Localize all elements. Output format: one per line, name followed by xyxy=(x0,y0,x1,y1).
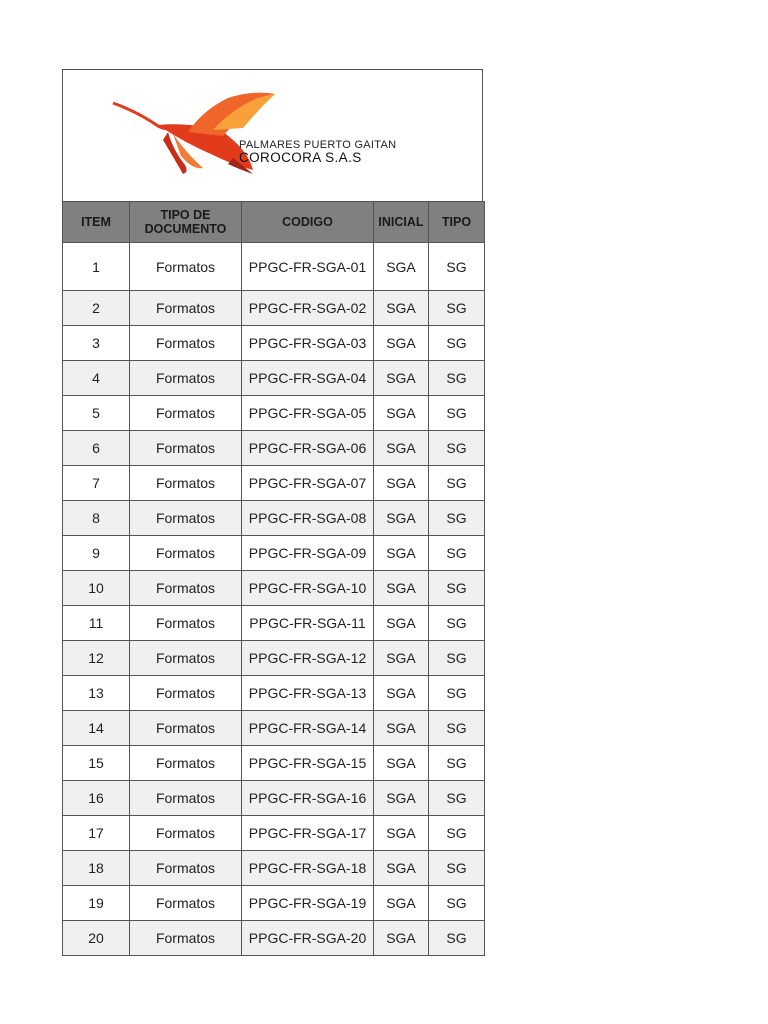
cell-tipo-documento: Formatos xyxy=(130,676,242,711)
table-row xyxy=(63,466,485,501)
logo-line1: PALMARES PUERTO GAITAN xyxy=(239,139,397,151)
cell-item: 13 xyxy=(63,676,130,711)
cell-codigo: PPGC-FR-SGA-19 xyxy=(242,886,374,921)
cell-tipo: SG xyxy=(429,746,485,781)
cell-codigo: PPGC-FR-SGA-06 xyxy=(242,431,374,466)
header-item: ITEM xyxy=(63,202,130,243)
cell-codigo: PPGC-FR-SGA-12 xyxy=(242,641,374,676)
logo-header xyxy=(62,69,483,201)
table-row xyxy=(63,396,485,431)
cell-item: 16 xyxy=(63,781,130,816)
cell-item: 15 xyxy=(63,746,130,781)
table-row xyxy=(63,711,485,746)
table-row xyxy=(63,571,485,606)
cell-inicial: SGA xyxy=(374,466,429,501)
logo-line2: COROCORA S.A.S xyxy=(239,150,362,165)
document-sheet xyxy=(62,69,483,956)
cell-item: 19 xyxy=(63,886,130,921)
cell-codigo: PPGC-FR-SGA-09 xyxy=(242,536,374,571)
table-row xyxy=(63,816,485,851)
cell-inicial: SGA xyxy=(374,606,429,641)
table-row xyxy=(63,886,485,921)
header-tipo-documento: TIPO DE DOCUMENTO xyxy=(130,202,242,243)
cell-tipo: SG xyxy=(429,431,485,466)
cell-item: 3 xyxy=(63,326,130,361)
cell-tipo-documento: Formatos xyxy=(130,501,242,536)
cell-tipo-documento: Formatos xyxy=(130,816,242,851)
cell-inicial: SGA xyxy=(374,781,429,816)
cell-inicial: SGA xyxy=(374,571,429,606)
cell-tipo: SG xyxy=(429,571,485,606)
cell-tipo-documento: Formatos xyxy=(130,466,242,501)
cell-inicial: SGA xyxy=(374,536,429,571)
cell-inicial: SGA xyxy=(374,361,429,396)
table-row xyxy=(63,641,485,676)
cell-inicial: SGA xyxy=(374,921,429,956)
cell-codigo: PPGC-FR-SGA-10 xyxy=(242,571,374,606)
cell-tipo: SG xyxy=(429,606,485,641)
cell-tipo-documento: Formatos xyxy=(130,781,242,816)
cell-codigo: PPGC-FR-SGA-08 xyxy=(242,501,374,536)
cell-codigo: PPGC-FR-SGA-04 xyxy=(242,361,374,396)
cell-item: 5 xyxy=(63,396,130,431)
cell-codigo: PPGC-FR-SGA-20 xyxy=(242,921,374,956)
cell-codigo: PPGC-FR-SGA-07 xyxy=(242,466,374,501)
cell-codigo: PPGC-FR-SGA-16 xyxy=(242,781,374,816)
cell-item: 9 xyxy=(63,536,130,571)
cell-tipo: SG xyxy=(429,501,485,536)
cell-tipo-documento: Formatos xyxy=(130,361,242,396)
cell-tipo-documento: Formatos xyxy=(130,326,242,361)
cell-tipo: SG xyxy=(429,886,485,921)
cell-codigo: PPGC-FR-SGA-18 xyxy=(242,851,374,886)
cell-inicial: SGA xyxy=(374,816,429,851)
cell-inicial: SGA xyxy=(374,711,429,746)
table-row xyxy=(63,676,485,711)
table-row xyxy=(63,921,485,956)
cell-inicial: SGA xyxy=(374,326,429,361)
cell-tipo: SG xyxy=(429,326,485,361)
cell-item: 4 xyxy=(63,361,130,396)
company-logo xyxy=(63,70,484,201)
cell-item: 6 xyxy=(63,431,130,466)
cell-item: 20 xyxy=(63,921,130,956)
cell-codigo: PPGC-FR-SGA-17 xyxy=(242,816,374,851)
cell-codigo: PPGC-FR-SGA-02 xyxy=(242,291,374,326)
cell-inicial: SGA xyxy=(374,431,429,466)
cell-tipo-documento: Formatos xyxy=(130,243,242,291)
cell-item: 17 xyxy=(63,816,130,851)
cell-codigo: PPGC-FR-SGA-03 xyxy=(242,326,374,361)
cell-codigo: PPGC-FR-SGA-13 xyxy=(242,676,374,711)
document-table xyxy=(62,201,485,956)
cell-tipo: SG xyxy=(429,361,485,396)
cell-tipo-documento: Formatos xyxy=(130,851,242,886)
header-codigo: CODIGO xyxy=(242,202,374,243)
cell-item: 1 xyxy=(63,243,130,291)
cell-item: 12 xyxy=(63,641,130,676)
cell-tipo: SG xyxy=(429,641,485,676)
cell-item: 10 xyxy=(63,571,130,606)
cell-inicial: SGA xyxy=(374,243,429,291)
cell-inicial: SGA xyxy=(374,746,429,781)
table-row xyxy=(63,606,485,641)
cell-item: 2 xyxy=(63,291,130,326)
table-row xyxy=(63,361,485,396)
cell-tipo-documento: Formatos xyxy=(130,711,242,746)
table-row xyxy=(63,243,485,291)
cell-inicial: SGA xyxy=(374,676,429,711)
table-row xyxy=(63,431,485,466)
cell-item: 14 xyxy=(63,711,130,746)
cell-tipo: SG xyxy=(429,536,485,571)
cell-tipo-documento: Formatos xyxy=(130,641,242,676)
table-row xyxy=(63,501,485,536)
cell-tipo: SG xyxy=(429,781,485,816)
cell-tipo: SG xyxy=(429,676,485,711)
header-inicial: INICIAL xyxy=(374,202,429,243)
cell-tipo: SG xyxy=(429,816,485,851)
cell-codigo: PPGC-FR-SGA-01 xyxy=(242,243,374,291)
cell-tipo-documento: Formatos xyxy=(130,606,242,641)
cell-tipo-documento: Formatos xyxy=(130,886,242,921)
cell-item: 8 xyxy=(63,501,130,536)
table-row xyxy=(63,291,485,326)
cell-item: 11 xyxy=(63,606,130,641)
cell-codigo: PPGC-FR-SGA-14 xyxy=(242,711,374,746)
cell-inicial: SGA xyxy=(374,641,429,676)
cell-inicial: SGA xyxy=(374,501,429,536)
cell-item: 7 xyxy=(63,466,130,501)
cell-tipo: SG xyxy=(429,396,485,431)
cell-inicial: SGA xyxy=(374,886,429,921)
cell-inicial: SGA xyxy=(374,291,429,326)
cell-tipo-documento: Formatos xyxy=(130,431,242,466)
cell-tipo: SG xyxy=(429,851,485,886)
cell-tipo-documento: Formatos xyxy=(130,396,242,431)
cell-tipo-documento: Formatos xyxy=(130,571,242,606)
table-header-row xyxy=(63,202,485,243)
cell-tipo: SG xyxy=(429,466,485,501)
table-row xyxy=(63,851,485,886)
header-tipo: TIPO xyxy=(429,202,485,243)
cell-tipo: SG xyxy=(429,243,485,291)
table-row xyxy=(63,536,485,571)
cell-codigo: PPGC-FR-SGA-05 xyxy=(242,396,374,431)
cell-codigo: PPGC-FR-SGA-11 xyxy=(242,606,374,641)
cell-item: 18 xyxy=(63,851,130,886)
cell-tipo-documento: Formatos xyxy=(130,536,242,571)
cell-tipo-documento: Formatos xyxy=(130,746,242,781)
table-row xyxy=(63,781,485,816)
cell-tipo-documento: Formatos xyxy=(130,291,242,326)
cell-tipo-documento: Formatos xyxy=(130,921,242,956)
cell-inicial: SGA xyxy=(374,396,429,431)
cell-tipo: SG xyxy=(429,921,485,956)
cell-codigo: PPGC-FR-SGA-15 xyxy=(242,746,374,781)
table-row xyxy=(63,326,485,361)
cell-tipo: SG xyxy=(429,291,485,326)
table-row xyxy=(63,746,485,781)
cell-inicial: SGA xyxy=(374,851,429,886)
cell-tipo: SG xyxy=(429,711,485,746)
